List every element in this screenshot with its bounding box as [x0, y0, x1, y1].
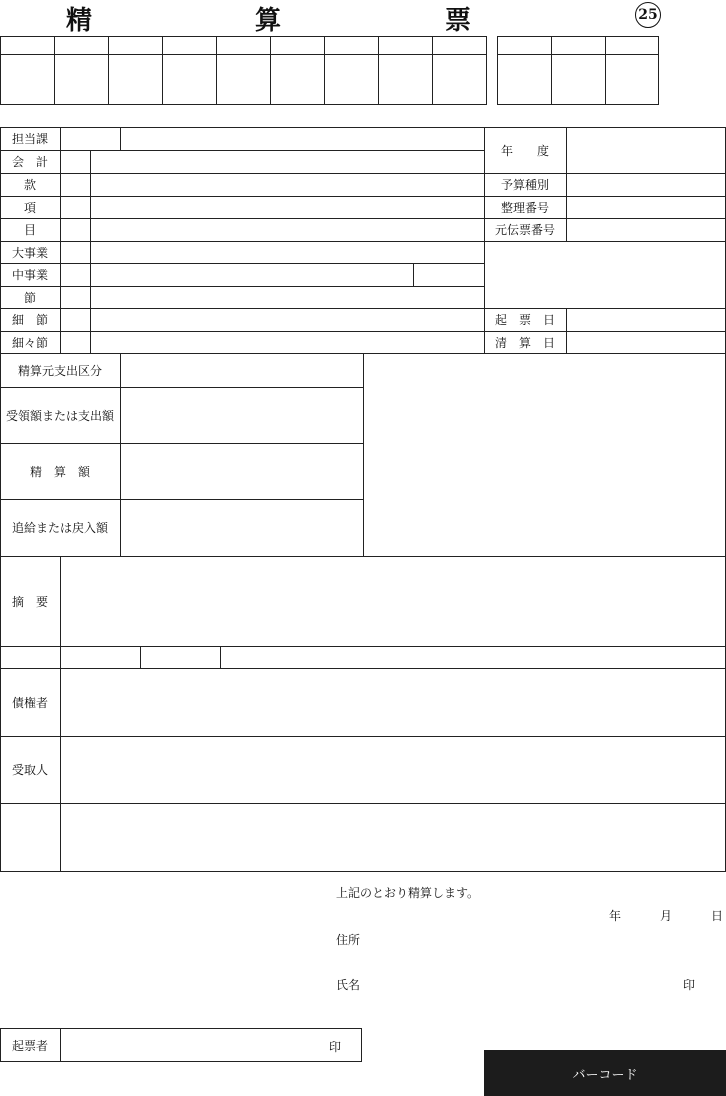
shishutsu-kubun-field[interactable] — [120, 353, 363, 387]
daijigyo-field[interactable] — [90, 241, 484, 263]
label-kihyo-bi: 起 票 日 — [494, 313, 555, 327]
label-setsu: 節 — [23, 290, 36, 305]
seisan-bi-field[interactable] — [566, 331, 726, 353]
uketorinin-field[interactable] — [60, 736, 726, 803]
tantoka-code-field[interactable] — [60, 127, 120, 150]
kihyosha-field[interactable] — [60, 1028, 362, 1062]
chujigyo-field[interactable] — [90, 263, 413, 286]
label-seisan-bi: 清 算 日 — [494, 335, 555, 350]
label-juryo-gaku: 受領額または支出額 — [5, 408, 114, 423]
moto-denpyo-bango-field[interactable] — [566, 218, 726, 241]
kihyo-bi-field[interactable] — [566, 308, 726, 331]
label-saikensha: 債権者 — [11, 695, 48, 710]
ko-field[interactable] — [90, 196, 484, 218]
label-tsuikyu-gaku: 追給または戻入額 — [11, 521, 108, 535]
barcode-area: バーコード — [484, 1050, 726, 1096]
label-uketorinin: 受取人 — [11, 763, 48, 777]
label-saisetsu: 細 節 — [11, 313, 48, 327]
seiri-bango-field[interactable] — [566, 196, 726, 218]
kan-field[interactable] — [90, 173, 484, 196]
name-label: 氏名 — [336, 978, 361, 992]
code-field-c[interactable] — [220, 646, 726, 668]
label-yosan-shubetsu: 予算種別 — [500, 178, 549, 192]
setsu-field[interactable] — [90, 286, 484, 308]
label-nendo: 年 度 — [500, 143, 549, 158]
label-kaikei: 会 計 — [11, 155, 48, 169]
address-label: 住所 — [336, 933, 361, 947]
seal-mark: 印 — [683, 978, 696, 992]
sheet-number-badge: 25 — [635, 2, 661, 28]
title-char-3: 票 — [445, 6, 472, 36]
label-kihyosha: 起票者 — [11, 1038, 48, 1053]
label-tantoka: 担当課 — [11, 132, 48, 146]
moku-field[interactable] — [90, 218, 484, 241]
kaikei-field[interactable] — [90, 150, 484, 173]
label-seisan-gaku: 精 算 額 — [29, 464, 90, 479]
label-moku: 目 — [23, 223, 36, 237]
seisan-gaku-field[interactable] — [120, 443, 363, 499]
saisaisetsu-field[interactable] — [90, 331, 484, 353]
label-saisaisetsu: 細々節 — [11, 335, 48, 350]
saisetsu-field[interactable] — [90, 308, 484, 331]
extra-field[interactable] — [60, 803, 726, 872]
label-seiri-bango: 整理番号 — [500, 200, 549, 215]
title-char-1: 精 — [66, 6, 93, 36]
tantoka-name-field[interactable] — [120, 127, 484, 150]
label-seisan-moto-shishutsu-kubun: 精算元支出区分 — [17, 363, 102, 378]
saikensha-field[interactable] — [60, 668, 726, 736]
nendo-field[interactable] — [566, 127, 726, 173]
label-chujigyo: 中事業 — [11, 268, 48, 282]
tsuikyu-gaku-field[interactable] — [120, 499, 363, 556]
remarks-area[interactable] — [363, 353, 726, 556]
kihyosha-seal-mark: 印 — [329, 1040, 342, 1054]
code-field-b[interactable] — [140, 646, 220, 668]
label-tekiyo: 摘 要 — [11, 594, 48, 609]
label-daijigyo: 大事業 — [11, 245, 48, 260]
chujigyo-code-field[interactable] — [413, 263, 484, 286]
tekiyo-field[interactable] — [60, 556, 726, 646]
title-char-2: 算 — [255, 6, 282, 36]
label-ko: 項 — [23, 200, 36, 215]
juryo-gaku-field[interactable] — [120, 387, 363, 443]
statement-text: 上記のとおり精算します。 — [336, 886, 480, 900]
code-field-a[interactable] — [60, 646, 140, 668]
label-kan: 款 — [23, 178, 36, 192]
date-day-label: 日 — [711, 909, 724, 923]
date-year-label: 年 — [609, 909, 622, 923]
label-moto-denpyo-bango: 元伝票番号 — [494, 223, 555, 237]
date-month-label: 月 — [660, 909, 673, 923]
yosan-shubetsu-field[interactable] — [566, 173, 726, 196]
